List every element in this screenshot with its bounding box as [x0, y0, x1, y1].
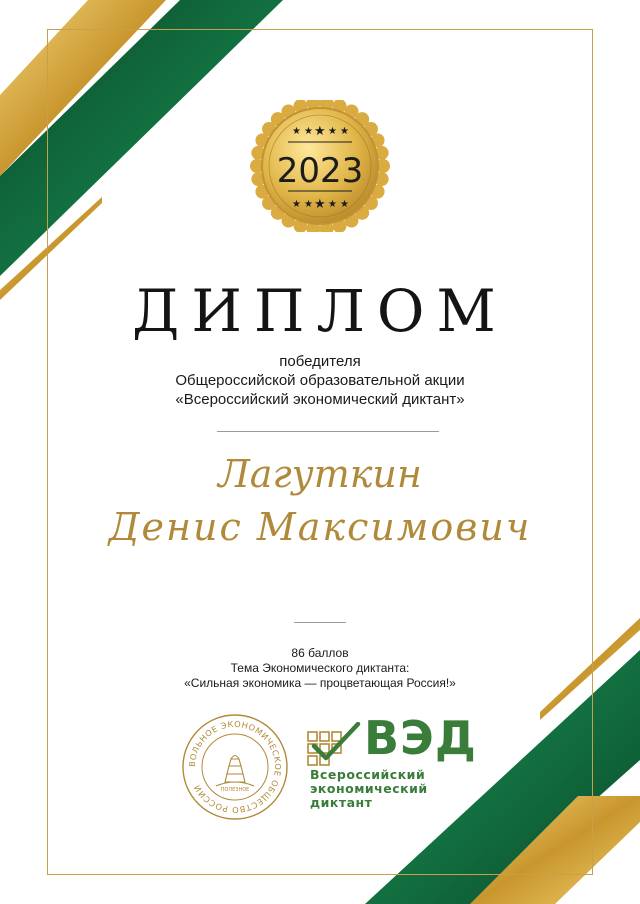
svg-text:★: ★	[292, 199, 301, 210]
svg-text:★: ★	[340, 199, 349, 210]
svg-text:★: ★	[340, 126, 349, 137]
ved-line-3: диктант	[310, 795, 373, 810]
subtitle-line-2: Общероссийской образовательной акции	[175, 372, 465, 389]
topic-text: «Сильная экономика — процветающая Россия!»	[184, 676, 456, 690]
svg-text:★: ★	[328, 199, 337, 210]
ved-line-2: экономический	[310, 781, 428, 796]
ved-abbr: ВЭД	[364, 711, 477, 765]
checkbox-grid-icon	[306, 722, 362, 766]
ved-logo	[306, 711, 477, 816]
score-text: 86 баллов	[291, 646, 349, 660]
ved-line-1: Всероссийский	[310, 767, 426, 782]
recipient-surname: Лагуткин	[218, 452, 422, 496]
divider-top	[217, 431, 439, 432]
recipient-given-names: Денис Максимович	[108, 505, 532, 549]
svg-text:★: ★	[328, 126, 337, 137]
gold-medal	[244, 100, 396, 232]
divider-short	[294, 622, 346, 623]
medal-stars-top	[292, 124, 349, 139]
subtitle-line-1: победителя	[279, 353, 361, 370]
svg-text:★: ★	[314, 124, 326, 139]
medal-year: 2023	[276, 151, 364, 191]
seal-ring-text: ВОЛЬНОЕ ЭКОНОМИЧЕСКОЕ ОБЩЕСТВО РОССИИ	[186, 718, 284, 816]
topic-label: Тема Экономического диктанта:	[230, 661, 410, 675]
veo-seal-logo	[180, 712, 290, 822]
svg-text:★: ★	[304, 126, 313, 137]
diploma-subtitle	[0, 352, 640, 409]
svg-text:ВОЛЬНОЕ ЭКОНОМИЧЕСКОЕ ОБЩЕСТВО	[187, 719, 283, 815]
ved-wordmark	[310, 768, 428, 810]
diploma-title: ДИПЛОМ	[132, 277, 508, 345]
seal-center-text: ПОЛЕЗНОЕ	[220, 787, 250, 793]
beehive-icon	[216, 756, 254, 787]
medal-stars-bottom	[292, 197, 349, 212]
result-info	[0, 646, 640, 691]
subtitle-line-3: «Всероссийский экономический диктант»	[175, 391, 465, 408]
svg-text:★: ★	[292, 126, 301, 137]
svg-text:★: ★	[304, 199, 313, 210]
svg-text:★: ★	[314, 197, 326, 212]
